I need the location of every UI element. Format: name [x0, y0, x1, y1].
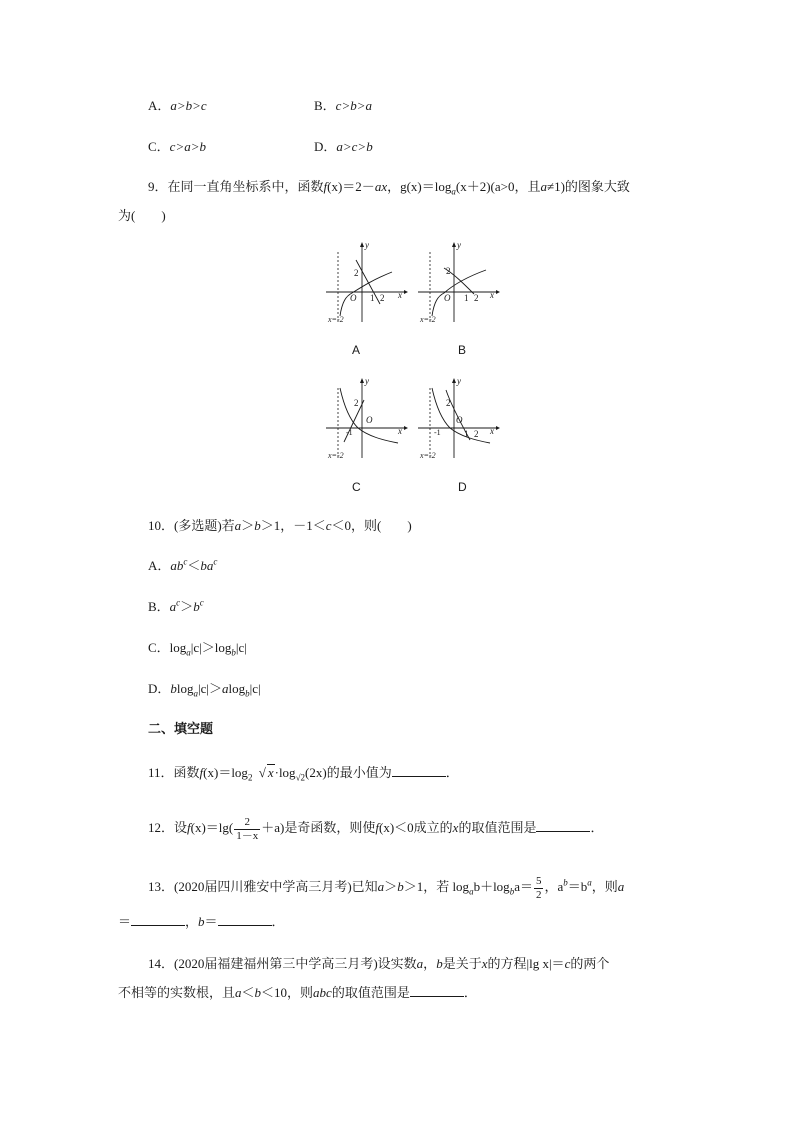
q9-graph-b-label: B: [458, 343, 467, 357]
axis-y: y: [457, 376, 461, 386]
q8-option-d: D．a>c>b: [314, 139, 373, 154]
q10-option-b: B．$a^c>b^c$: [148, 597, 204, 614]
tick-y2: 2: [446, 266, 451, 276]
q8-option-c: C．c>a>b: [148, 139, 206, 154]
axis-x: x: [490, 290, 494, 300]
q12-stem: 12．设f(x)＝lg( $\frac{2}{1-x}$ ＋a)是奇函数，则使f(x)＜0成立的x的取值范围是 ．: [148, 815, 604, 842]
asymptote-label: x=-2: [328, 315, 344, 324]
q12-fraction: $\frac{2}{1-x}$: [236, 815, 259, 842]
tick-2: 2: [474, 429, 479, 439]
q14-stem-line2: 不相等的实数根，且a＜b＜10，则abc的取值范围是 ．: [118, 985, 477, 1000]
q13-fraction: $\frac{5}{2}$: [535, 874, 542, 901]
axis-x: x: [398, 290, 402, 300]
tick-y2: 2: [354, 398, 359, 408]
origin: O: [444, 293, 451, 303]
q11-answer-blank[interactable]: [392, 765, 446, 777]
tick-2: 2: [380, 293, 385, 303]
axis-x: x: [398, 426, 402, 436]
q9-graph-b: [414, 240, 504, 328]
tick-1: 1: [464, 293, 469, 303]
tick-y2: 2: [446, 398, 451, 408]
q10-option-c: C．$\log_a|c|>\log_b|c|$: [148, 640, 247, 658]
asymptote-label: x=-2: [328, 451, 344, 460]
q14-stem-line1: 14．(2020届福建福州第三中学高三月考)设实数a，b是关于x的方程|lg x|＝c的两个: [148, 956, 610, 971]
q13-stem-line2: ＝ ，b＝ ．: [118, 914, 285, 929]
q9-stem-line1: 9．在同一直角坐标系中，函数f(x)＝2－ax，$g(x)=\log_a(x+2)(a>0$，且a≠1)的图象大致: [148, 179, 630, 197]
tick-neg1: -1: [346, 428, 353, 437]
q8-option-a: A．a>b>c: [148, 98, 207, 113]
q13-stem-line1: 13．(2020届四川雅安中学高三月考)已知a＞b＞1，若 $\log_ab+\log_ba=$ $\frac{5}{2}$ ，$a^b=b^a$，则a: [148, 874, 625, 901]
axis-y: y: [457, 240, 461, 250]
q9-graph-c: [322, 376, 412, 464]
q9-graph-c-label: C: [352, 480, 361, 494]
q9-graph-d: [414, 376, 504, 464]
axis-y: y: [365, 376, 369, 386]
tick-2: 2: [474, 293, 479, 303]
origin: O: [366, 415, 373, 425]
q8-option-b: B．c>b>a: [314, 98, 372, 113]
origin: O: [456, 415, 463, 425]
axis-x: x: [490, 426, 494, 436]
q13-answer-blank-b[interactable]: [218, 914, 272, 926]
q11-stem: 11．函数$f(x)=\log_2$ √ $x\cdot\log_{√2}(2x)$的最小值为 ．: [148, 765, 459, 783]
origin: O: [350, 293, 357, 303]
q9-stem-line2: 为( ): [118, 208, 166, 223]
q10-option-d: D．blog$_a$|c|＞alog$_b$|c|: [148, 681, 261, 699]
q9-graph-d-label: D: [458, 480, 467, 494]
tick-neg1: -1: [434, 428, 441, 437]
q10-stem: 10．(多选题)若a＞b＞1，－1＜c＜0，则( ): [148, 518, 412, 533]
axis-y: y: [365, 240, 369, 250]
q10-option-a: A．$ab^c<ba^c$: [148, 556, 218, 573]
q12-answer-blank[interactable]: [536, 820, 590, 832]
tick-1: 1: [370, 293, 375, 303]
tick-y2: 2: [354, 268, 359, 278]
q9-graph-a-label: A: [352, 343, 361, 357]
section-title-fill-in: 二、填空题: [148, 721, 214, 736]
q9-graph-a: [322, 240, 412, 328]
q14-answer-blank[interactable]: [410, 985, 464, 997]
asymptote-label: x=-2: [420, 315, 436, 324]
q13-answer-blank-a[interactable]: [131, 914, 185, 926]
tick-1: 1: [464, 429, 469, 439]
asymptote-label: x=-2: [420, 451, 436, 460]
